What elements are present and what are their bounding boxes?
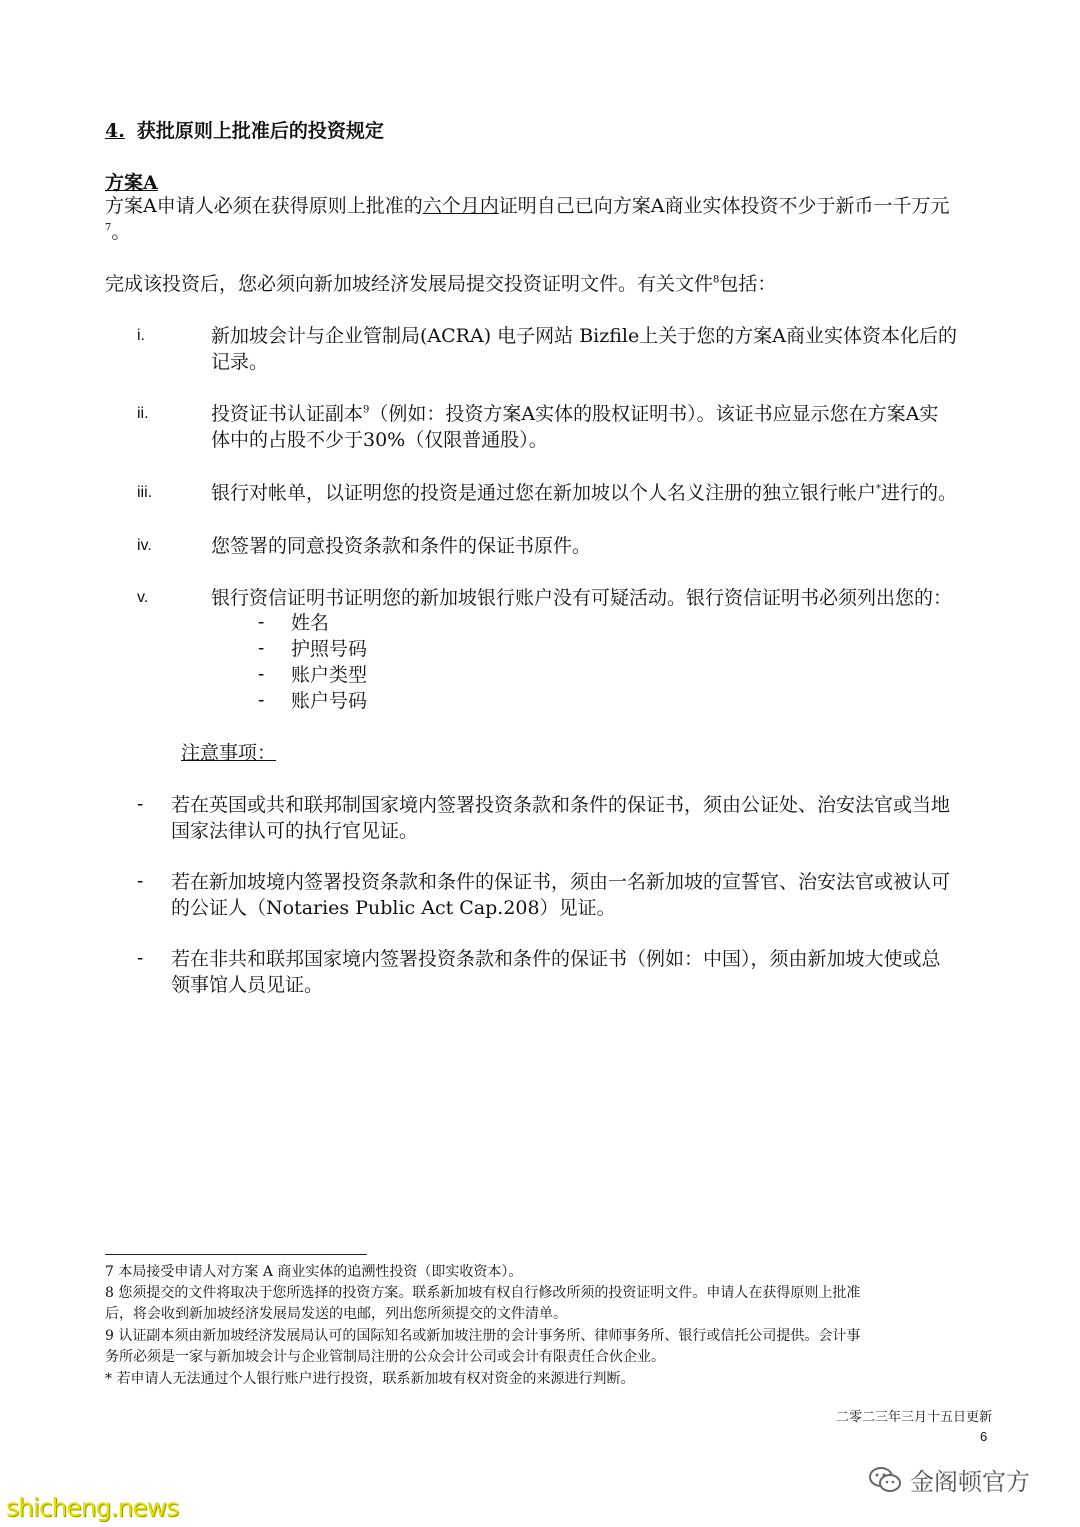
- footnote-mark: 8: [105, 1285, 114, 1301]
- footnote-asterisk: [105, 1369, 634, 1390]
- footnote-ref-8: 8: [713, 274, 720, 286]
- documents-intro-text: 完成该投资后，您必须向新加坡经济发展局提交投资证明文件。有关文件: [105, 273, 714, 295]
- item-number: v.: [137, 589, 149, 606]
- sublist-item: 账户类型: [291, 664, 368, 686]
- intro-paragraph-line2: [105, 219, 130, 245]
- item-text: [211, 480, 957, 506]
- intro-text-part2: 证明自己已向方案A商业实体投资不少于新币一千万元: [498, 195, 950, 217]
- note-text: 若在非共和联邦国家境内签署投资条款和条件的保证书（例如：中国），须由新加坡大使或总: [171, 948, 941, 970]
- intro-underlined-term: 六个月内: [422, 195, 499, 217]
- sublist-dash: -: [258, 690, 265, 711]
- item-number: i.: [137, 327, 145, 344]
- note-text: 国家法律认可的执行官见证。: [171, 820, 419, 842]
- sublist-item: 护照号码: [291, 638, 368, 660]
- note-text: 领事馆人员见证。: [171, 974, 324, 996]
- item-text-part: 进行的。: [881, 482, 958, 504]
- item-number: ii.: [137, 405, 149, 422]
- intro-text-part1: 方案A申请人必须在获得原则上批准的: [105, 195, 423, 217]
- note-dash: -: [137, 948, 144, 969]
- scheme-title: 方案A: [105, 172, 158, 194]
- sublist-dash: -: [258, 612, 265, 633]
- notes-title: [181, 740, 276, 766]
- item-number: iii.: [137, 484, 153, 501]
- update-date: 二零二三年三月十五日更新: [836, 1410, 993, 1425]
- footnote-text: 本局接受申请人对方案 A 商业实体的追溯性投资（即实收资本）。: [118, 1264, 523, 1280]
- item-number: iv.: [137, 537, 152, 554]
- footnote-ref-asterisk: *: [876, 483, 882, 495]
- footnote-text: 后，将会收到新加坡经济发展局发送的电邮，列出您所须提交的文件清单。: [105, 1306, 567, 1322]
- item-text-part: 投资证书认证副本: [211, 403, 364, 425]
- sublist-dash: -: [258, 638, 265, 659]
- note-text: 若在新加坡境内签署投资条款和条件的保证书，须由一名新加坡的宣誓官、治安法官或被认可: [171, 871, 951, 893]
- section-heading: [105, 116, 384, 143]
- item-text: 记录。: [211, 351, 269, 373]
- sublist-item: 姓名: [291, 612, 330, 634]
- footnote-text: 务所必须是一家与新加坡会计与企业管制局注册的公众会计公司或会计有限责任合伙企业。: [105, 1349, 665, 1365]
- sublist-dash: -: [258, 664, 265, 685]
- documents-intro: [105, 271, 776, 297]
- intro-paragraph-line1: [105, 193, 949, 219]
- footnote-text: 您须提交的文件将取决于您所选择的投资方案。联系新加坡有权自行修改所须的投资证明文件。申请人在获得原则上批准: [118, 1285, 861, 1301]
- sublist-item: 账户号码: [291, 690, 368, 712]
- item-text: 新加坡会计与企业管制局(ACRA) 电子网站 Bizfile上关于您的方案A商业实体资本化后的: [211, 325, 957, 347]
- page-number: 6: [980, 1429, 988, 1444]
- note-text: 若在英国或共和联邦制国家境内签署投资条款和条件的保证书，须由公证处、治安法官或当地: [171, 794, 951, 816]
- note-dash: -: [137, 794, 144, 815]
- intro-end: 。: [111, 221, 131, 243]
- note-dash: -: [137, 871, 144, 892]
- note-text: 的公证人（Notaries Public Act Cap.208）见证。: [171, 897, 616, 919]
- wechat-account-badge: [868, 1462, 1030, 1497]
- wechat-account-name: 金阁顿官方: [910, 1468, 1030, 1496]
- footnote-8: [105, 1283, 860, 1304]
- item-text-part: 银行对帐单，以证明您的投资是通过您在新加坡以个人名义注册的独立银行帐户: [211, 482, 877, 504]
- footnote-divider: [105, 1254, 367, 1255]
- footnote-9: [105, 1326, 860, 1347]
- footnote-text: 认证副本须由新加坡经济发展局认可的国际知名或新加坡注册的会计事务所、律师事务所、银行或信托公司提供。会计事: [118, 1328, 861, 1344]
- item-text: 银行资信证明书证明您的新加坡银行账户没有可疑活动。银行资信证明书必须列出您的：: [211, 587, 953, 609]
- footnote-text: 若申请人无法通过个人银行账户进行投资，联系新加坡有权对资金的来源进行判断。: [116, 1371, 635, 1387]
- footnote-ref-7: 7: [105, 222, 112, 234]
- item-text: [211, 401, 938, 427]
- footnote-mark: 9: [105, 1328, 114, 1344]
- section-number: 4.: [105, 120, 125, 142]
- wechat-icon: [868, 1466, 902, 1494]
- item-text: 体中的占股不少于30%（仅限普通股）。: [211, 429, 548, 451]
- section-title: 获批原则上批准后的投资规定: [136, 120, 384, 142]
- documents-intro-end: 包括：: [719, 273, 777, 295]
- item-text: 您签署的同意投资条款和条件的保证书原件。: [211, 535, 592, 557]
- footnote-mark: 7: [105, 1264, 114, 1280]
- item-text-part: （例如：投资方案A实体的股权证明书）。该证书应显示您在方案A实: [369, 403, 939, 425]
- footnote-7: [105, 1262, 522, 1283]
- site-watermark: shicheng.news: [6, 1493, 179, 1522]
- footnote-mark: *: [105, 1371, 112, 1387]
- notes-title-text: 注意事项：: [181, 742, 277, 764]
- footnote-ref-9: 9: [363, 404, 370, 416]
